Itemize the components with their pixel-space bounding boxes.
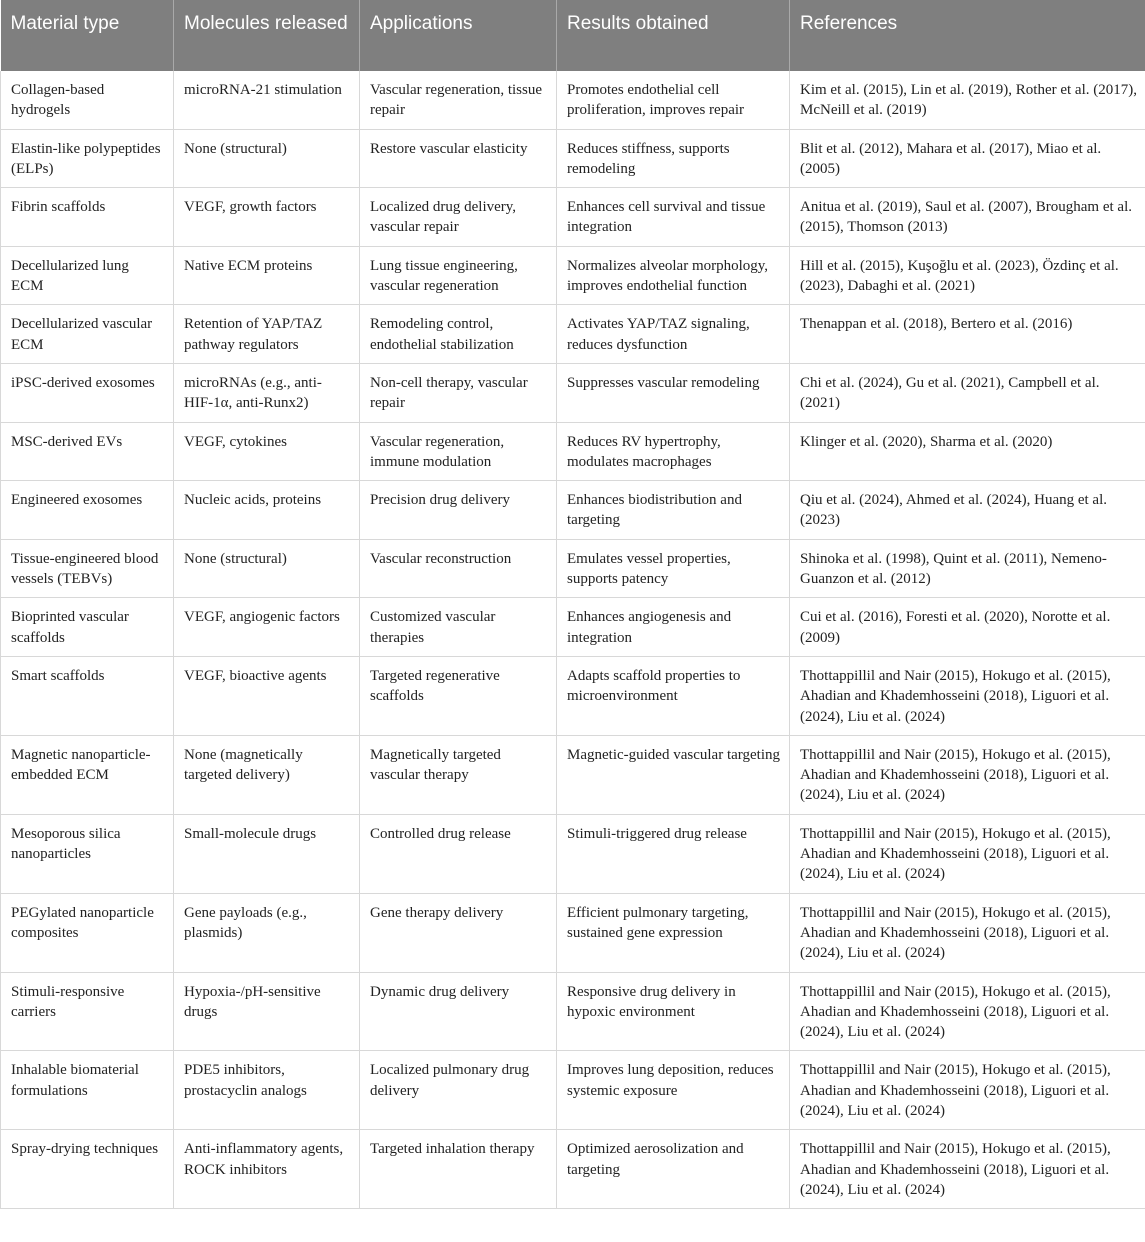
cell-molecules-released: None (structural) <box>174 539 360 598</box>
header-references: References <box>790 0 1145 71</box>
header-material-type: Material type <box>1 0 174 71</box>
cell-references: Blit et al. (2012), Mahara et al. (2017), Miao et al. (2005) <box>790 129 1145 188</box>
cell-material-type: Smart scaffolds <box>1 656 174 735</box>
cell-applications: Gene therapy delivery <box>360 893 557 972</box>
cell-material-type: Fibrin scaffolds <box>1 188 174 247</box>
cell-references: Anitua et al. (2019), Saul et al. (2007), Brougham et al. (2015), Thomson (2013) <box>790 188 1145 247</box>
cell-applications: Precision drug delivery <box>360 481 557 540</box>
cell-references: Chi et al. (2024), Gu et al. (2021), Campbell et al. (2021) <box>790 363 1145 422</box>
cell-material-type: Decellularized lung ECM <box>1 246 174 305</box>
table-row <box>1 972 1145 1051</box>
cell-molecules-released: Retention of YAP/TAZ pathway regulators <box>174 305 360 364</box>
cell-references: Thottappillil and Nair (2015), Hokugo et al. (2015), Ahadian and Khademhosseini (2018), Liguori et al. (2024), Liu et al. (2024) <box>790 972 1145 1051</box>
cell-molecules-released: Small-molecule drugs <box>174 814 360 893</box>
cell-material-type: Decellularized vascular ECM <box>1 305 174 364</box>
cell-results-obtained: Optimized aerosolization and targeting <box>557 1130 790 1209</box>
table-header <box>1 0 1145 71</box>
table-row <box>1 656 1145 735</box>
table-row <box>1 1130 1145 1209</box>
cell-results-obtained: Improves lung deposition, reduces systemic exposure <box>557 1051 790 1130</box>
cell-molecules-released: VEGF, bioactive agents <box>174 656 360 735</box>
cell-material-type: Tissue-engineered blood vessels (TEBVs) <box>1 539 174 598</box>
cell-applications: Lung tissue engineering, vascular regeneration <box>360 246 557 305</box>
cell-applications: Dynamic drug delivery <box>360 972 557 1051</box>
cell-material-type: Stimuli-responsive carriers <box>1 972 174 1051</box>
cell-applications: Non-cell therapy, vascular repair <box>360 363 557 422</box>
cell-applications: Controlled drug release <box>360 814 557 893</box>
cell-applications: Vascular regeneration, tissue repair <box>360 71 557 129</box>
cell-molecules-released: microRNA-21 stimulation <box>174 71 360 129</box>
header-applications: Applications <box>360 0 557 71</box>
cell-material-type: Elastin-like polypeptides (ELPs) <box>1 129 174 188</box>
cell-results-obtained: Suppresses vascular remodeling <box>557 363 790 422</box>
table-row <box>1 598 1145 657</box>
cell-results-obtained: Promotes endothelial cell proliferation, improves repair <box>557 71 790 129</box>
table-row <box>1 129 1145 188</box>
header-row <box>1 0 1145 71</box>
table-row <box>1 71 1145 129</box>
cell-molecules-released: VEGF, growth factors <box>174 188 360 247</box>
cell-applications: Restore vascular elasticity <box>360 129 557 188</box>
table-row <box>1 735 1145 814</box>
table-row <box>1 893 1145 972</box>
cell-results-obtained: Magnetic-guided vascular targeting <box>557 735 790 814</box>
cell-references: Kim et al. (2015), Lin et al. (2019), Rother et al. (2017), McNeill et al. (2019) <box>790 71 1145 129</box>
cell-molecules-released: Native ECM proteins <box>174 246 360 305</box>
table-body <box>1 71 1145 1209</box>
cell-material-type: Collagen-based hydrogels <box>1 71 174 129</box>
cell-material-type: Inhalable biomaterial formulations <box>1 1051 174 1130</box>
cell-molecules-released: None (structural) <box>174 129 360 188</box>
cell-references: Thottappillil and Nair (2015), Hokugo et al. (2015), Ahadian and Khademhosseini (2018), Liguori et al. (2024), Liu et al. (2024) <box>790 1130 1145 1209</box>
cell-material-type: Engineered exosomes <box>1 481 174 540</box>
cell-results-obtained: Stimuli-triggered drug release <box>557 814 790 893</box>
cell-references: Thottappillil and Nair (2015), Hokugo et al. (2015), Ahadian and Khademhosseini (2018), Liguori et al. (2024), Liu et al. (2024) <box>790 814 1145 893</box>
table-row <box>1 814 1145 893</box>
table-row <box>1 305 1145 364</box>
cell-molecules-released: Hypoxia-/pH-sensitive drugs <box>174 972 360 1051</box>
cell-molecules-released: Nucleic acids, proteins <box>174 481 360 540</box>
header-molecules-released: Molecules released <box>174 0 360 71</box>
cell-references: Klinger et al. (2020), Sharma et al. (2020) <box>790 422 1145 481</box>
table-row <box>1 422 1145 481</box>
cell-material-type: Bioprinted vascular scaffolds <box>1 598 174 657</box>
cell-references: Qiu et al. (2024), Ahmed et al. (2024), Huang et al. (2023) <box>790 481 1145 540</box>
cell-applications: Targeted regenerative scaffolds <box>360 656 557 735</box>
cell-applications: Localized drug delivery, vascular repair <box>360 188 557 247</box>
cell-results-obtained: Enhances angiogenesis and integration <box>557 598 790 657</box>
cell-applications: Remodeling control, endothelial stabilization <box>360 305 557 364</box>
cell-results-obtained: Responsive drug delivery in hypoxic environment <box>557 972 790 1051</box>
cell-references: Cui et al. (2016), Foresti et al. (2020), Norotte et al. (2009) <box>790 598 1145 657</box>
table-row <box>1 1051 1145 1130</box>
cell-molecules-released: VEGF, cytokines <box>174 422 360 481</box>
cell-references: Thottappillil and Nair (2015), Hokugo et al. (2015), Ahadian and Khademhosseini (2018), Liguori et al. (2024), Liu et al. (2024) <box>790 735 1145 814</box>
cell-results-obtained: Adapts scaffold properties to microenvironment <box>557 656 790 735</box>
cell-molecules-released: VEGF, angiogenic factors <box>174 598 360 657</box>
cell-references: Hill et al. (2015), Kuşoğlu et al. (2023), Özdinç et al. (2023), Dabaghi et al. (2021) <box>790 246 1145 305</box>
cell-molecules-released: Anti-inflammatory agents, ROCK inhibitors <box>174 1130 360 1209</box>
cell-material-type: MSC-derived EVs <box>1 422 174 481</box>
cell-material-type: PEGylated nanoparticle composites <box>1 893 174 972</box>
cell-applications: Vascular reconstruction <box>360 539 557 598</box>
cell-material-type: Spray-drying techniques <box>1 1130 174 1209</box>
cell-references: Thottappillil and Nair (2015), Hokugo et al. (2015), Ahadian and Khademhosseini (2018), Liguori et al. (2024), Liu et al. (2024) <box>790 893 1145 972</box>
cell-molecules-released: None (magnetically targeted delivery) <box>174 735 360 814</box>
cell-molecules-released: microRNAs (e.g., anti-HIF-1α, anti-Runx2) <box>174 363 360 422</box>
cell-material-type: iPSC-derived exosomes <box>1 363 174 422</box>
cell-references: Thenappan et al. (2018), Bertero et al. (2016) <box>790 305 1145 364</box>
header-results-obtained: Results obtained <box>557 0 790 71</box>
cell-references: Thottappillil and Nair (2015), Hokugo et al. (2015), Ahadian and Khademhosseini (2018), Liguori et al. (2024), Liu et al. (2024) <box>790 656 1145 735</box>
table-row <box>1 188 1145 247</box>
cell-results-obtained: Efficient pulmonary targeting, sustained gene expression <box>557 893 790 972</box>
cell-applications: Customized vascular therapies <box>360 598 557 657</box>
cell-references: Shinoka et al. (1998), Quint et al. (2011), Nemeno-Guanzon et al. (2012) <box>790 539 1145 598</box>
table-row <box>1 539 1145 598</box>
cell-results-obtained: Reduces RV hypertrophy, modulates macrophages <box>557 422 790 481</box>
cell-applications: Magnetically targeted vascular therapy <box>360 735 557 814</box>
table-row <box>1 481 1145 540</box>
cell-applications: Localized pulmonary drug delivery <box>360 1051 557 1130</box>
table-row <box>1 363 1145 422</box>
table-row <box>1 246 1145 305</box>
cell-results-obtained: Reduces stiffness, supports remodeling <box>557 129 790 188</box>
cell-results-obtained: Emulates vessel properties, supports patency <box>557 539 790 598</box>
cell-references: Thottappillil and Nair (2015), Hokugo et al. (2015), Ahadian and Khademhosseini (2018), Liguori et al. (2024), Liu et al. (2024) <box>790 1051 1145 1130</box>
cell-results-obtained: Enhances biodistribution and targeting <box>557 481 790 540</box>
cell-applications: Targeted inhalation therapy <box>360 1130 557 1209</box>
cell-applications: Vascular regeneration, immune modulation <box>360 422 557 481</box>
cell-material-type: Magnetic nanoparticle-embedded ECM <box>1 735 174 814</box>
cell-results-obtained: Activates YAP/TAZ signaling, reduces dysfunction <box>557 305 790 364</box>
cell-results-obtained: Enhances cell survival and tissue integration <box>557 188 790 247</box>
cell-results-obtained: Normalizes alveolar morphology, improves endothelial function <box>557 246 790 305</box>
cell-molecules-released: Gene payloads (e.g., plasmids) <box>174 893 360 972</box>
cell-material-type: Mesoporous silica nanoparticles <box>1 814 174 893</box>
cell-molecules-released: PDE5 inhibitors, prostacyclin analogs <box>174 1051 360 1130</box>
